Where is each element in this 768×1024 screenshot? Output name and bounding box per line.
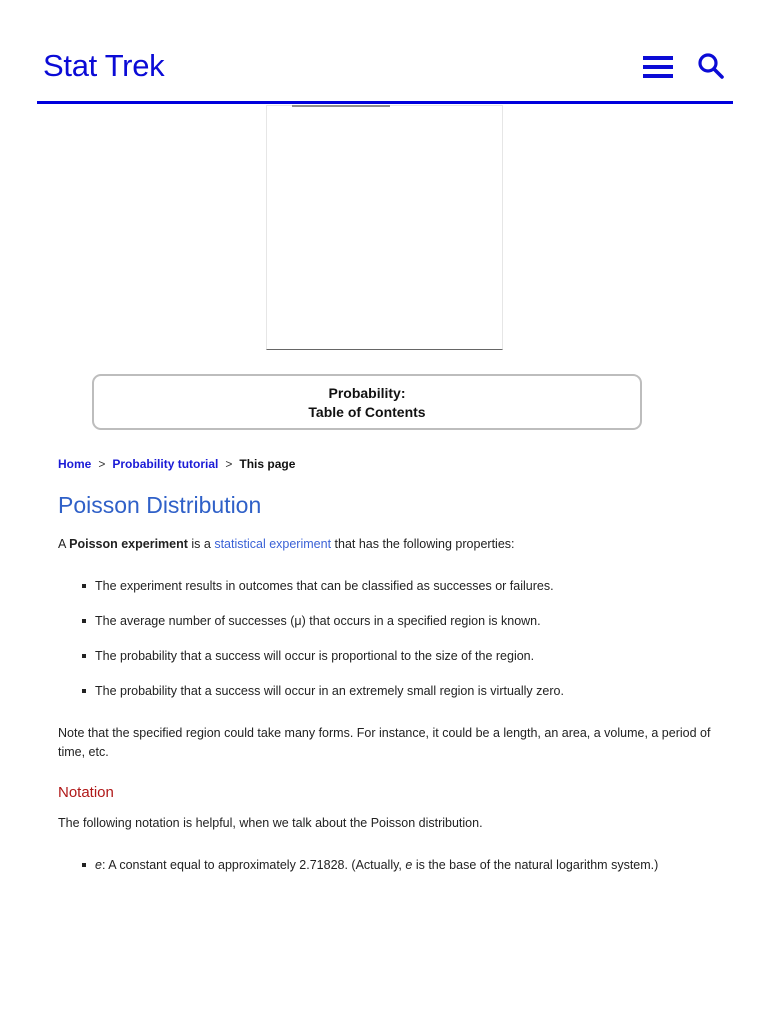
property-text: The probability that a success will occur in an extremely small region is virtually zero. — [95, 684, 564, 698]
list-item — [82, 611, 722, 646]
breadcrumb-separator: > — [225, 457, 233, 471]
notation-text: : A constant equal to approximately 2.71828. (Actually, — [101, 858, 406, 872]
notation-symbol: e — [95, 858, 102, 872]
breadcrumb-current: This page — [239, 457, 296, 471]
list-item — [82, 576, 722, 611]
property-text: The probability that a success will occur is proportional to the size of the region. — [95, 649, 535, 663]
toc-label-line2: Table of Contents — [308, 404, 426, 420]
statistical-experiment-link[interactable]: statistical experiment — [214, 537, 332, 551]
property-text: The average number of successes (μ) that occurs in a specified region is known. — [95, 614, 541, 628]
bullet-icon — [82, 584, 86, 588]
breadcrumb-home-link[interactable]: Home — [58, 457, 92, 471]
notation-text: is the base of the natural logarithm system.) — [412, 858, 659, 872]
intro-paragraph — [58, 535, 718, 554]
notation-symbol-inline: e — [405, 858, 413, 872]
list-item — [82, 681, 722, 716]
bullet-icon — [82, 689, 86, 693]
hamburger-menu-icon[interactable] — [643, 55, 673, 79]
page-title: Poisson Distribution — [58, 492, 262, 518]
bullet-icon — [82, 654, 86, 658]
bullet-icon — [82, 863, 86, 867]
list-item — [82, 855, 722, 875]
notation-list — [82, 855, 722, 875]
site-header — [37, 0, 733, 104]
intro-suffix: that has the following properties: — [331, 537, 515, 551]
notation-heading: Notation — [58, 784, 114, 801]
search-icon[interactable] — [697, 52, 725, 80]
note-paragraph: Note that the specified region could take many forms. For instance, it could be a length, an area, a volume, a period of time, etc. — [58, 726, 711, 759]
breadcrumb-tutorial-link[interactable]: Probability tutorial — [112, 457, 219, 471]
toc-label-line1: Probability: — [328, 385, 406, 401]
breadcrumb-separator: > — [98, 457, 106, 471]
notation-intro: The following notation is helpful, when we talk about the Poisson distribution. — [58, 816, 483, 830]
property-text: The experiment results in outcomes that can be classified as successes or failures. — [95, 579, 554, 593]
intro-prefix: A — [58, 537, 70, 551]
intro-bold-term: Poisson experiment — [69, 537, 188, 551]
site-title-link[interactable]: Stat Trek — [43, 48, 165, 83]
intro-middle: is a — [187, 537, 215, 551]
table-of-contents-button[interactable] — [92, 374, 642, 430]
breadcrumb — [58, 457, 295, 471]
list-item — [82, 646, 722, 681]
ad-placeholder — [266, 105, 503, 350]
bullet-icon — [82, 619, 86, 623]
properties-list — [82, 576, 722, 716]
